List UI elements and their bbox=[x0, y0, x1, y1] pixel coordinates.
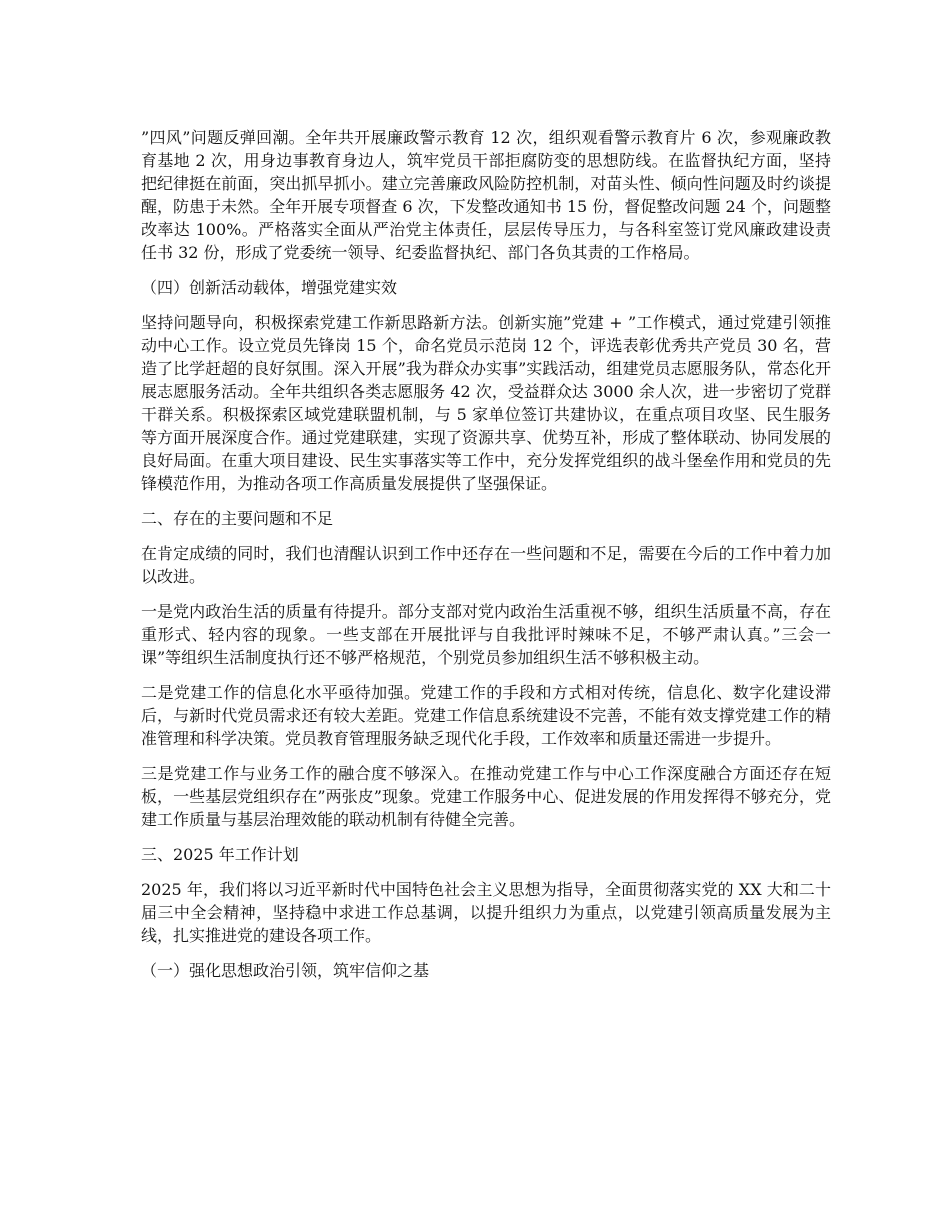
paragraph-problem-one: 一是党内政治生活的质量有待提升。部分支部对党内政治生活重视不够，组织生活质量不高，存在重形式、轻内容的现象。一些支部在开展批评与自我批评时辣味不足，不够严肃认真。”三会一课”等组织生活制度执行还不够严格规范，个别党员参加组织生活不够积极主动。 bbox=[141, 602, 831, 667]
section-heading-problems: 二、存在的主要问题和不足 bbox=[141, 509, 334, 528]
paragraph-discipline-supervision: ”四风”问题反弹回潮。全年共开展廉政警示教育 12 次，组织观看警示教育片 6 次，参观廉政教育基地 2 次，用身边事教育身边人，筑牢党员干部拒腐防变的思想防线。在监督执纪方面，坚持把纪律挺在前面，突出抓早抓小。建立完善廉政风险防控机制，对苗头性、倾向性问题及时约谈提醒，防患于未然。全年开展专项督查 6 次，下发整改通知书 15 份，督促整改问题 24 个，问题整改率达 100%。严格落实全面从严治党主体责任，层层传导压力，与各科室签订党风廉政建设责任书 32 份，形成了党委统一领导、纪委监督执纪、部门各负其责的工作格局。 bbox=[141, 128, 831, 262]
paragraph-work-plan-intro: 2025 年，我们将以习近平新时代中国特色社会主义思想为指导，全面贯彻落实党的 XX 大和二十届三中全会精神，坚持稳中求进工作总基调，以提升组织力为重点，以党建引领高质量发展为主线，扎实推进党的建设各项工作。 bbox=[141, 880, 831, 945]
paragraph-problem-two: 二是党建工作的信息化水平亟待加强。党建工作的手段和方式相对传统，信息化、数字化建设滞后，与新时代党员需求还有较大差距。党建工作信息系统建设不完善，不能有效支撑党建工作的精准管理和科学决策。党员教育管理服务缺乏现代化手段，工作效率和质量还需进一步提升。 bbox=[141, 683, 831, 748]
section-heading-ideological-guidance: （一）强化思想政治引领，筑牢信仰之基 bbox=[141, 961, 430, 980]
section-heading-innovate-activities: （四）创新活动载体，增强党建实效 bbox=[141, 278, 398, 297]
document-page bbox=[141, 126, 831, 994]
paragraph-party-building-plus: 坚持问题导向，积极探索党建工作新思路新方法。创新实施”党建 + ”工作模式，通过党建引领推动中心工作。设立党员先锋岗 15 个，命名党员示范岗 12 个，评选表彰优秀共产党员 30 名，营造了比学赶超的良好氛围。深入开展”我为群众办实事”实践活动，组建党员志愿服务队，常态化开展志愿服务活动。全年共组织各类志愿服务 42 次，受益群众达 3000 余人次，进一步密切了党群干群关系。积极探索区域党建联盟机制，与 5 家单位签订共建协议，在重点项目攻坚、民生服务等方面开展深度合作。通过党建联建，实现了资源共享、优势互补，形成了整体联动、协同发展的良好局面。在重大项目建设、民生实事落实等工作中，充分发挥党组织的战斗堡垒作用和党员的先锋模范作用，为推动各项工作高质量发展提供了坚强保证。 bbox=[141, 313, 831, 493]
paragraph-problems-intro: 在肯定成绩的同时，我们也清醒认识到工作中还存在一些问题和不足，需要在今后的工作中着力加以改进。 bbox=[141, 544, 831, 586]
paragraph-problem-three: 三是党建工作与业务工作的融合度不够深入。在推动党建工作与中心工作深度融合方面还存在短板，一些基层党组织存在”两张皮”现象。党建工作服务中心、促进发展的作用发挥得不够充分，党建工作质量与基层治理效能的联动机制有待健全完善。 bbox=[141, 764, 831, 829]
section-heading-work-plan: 三、2025 年工作计划 bbox=[141, 845, 299, 864]
